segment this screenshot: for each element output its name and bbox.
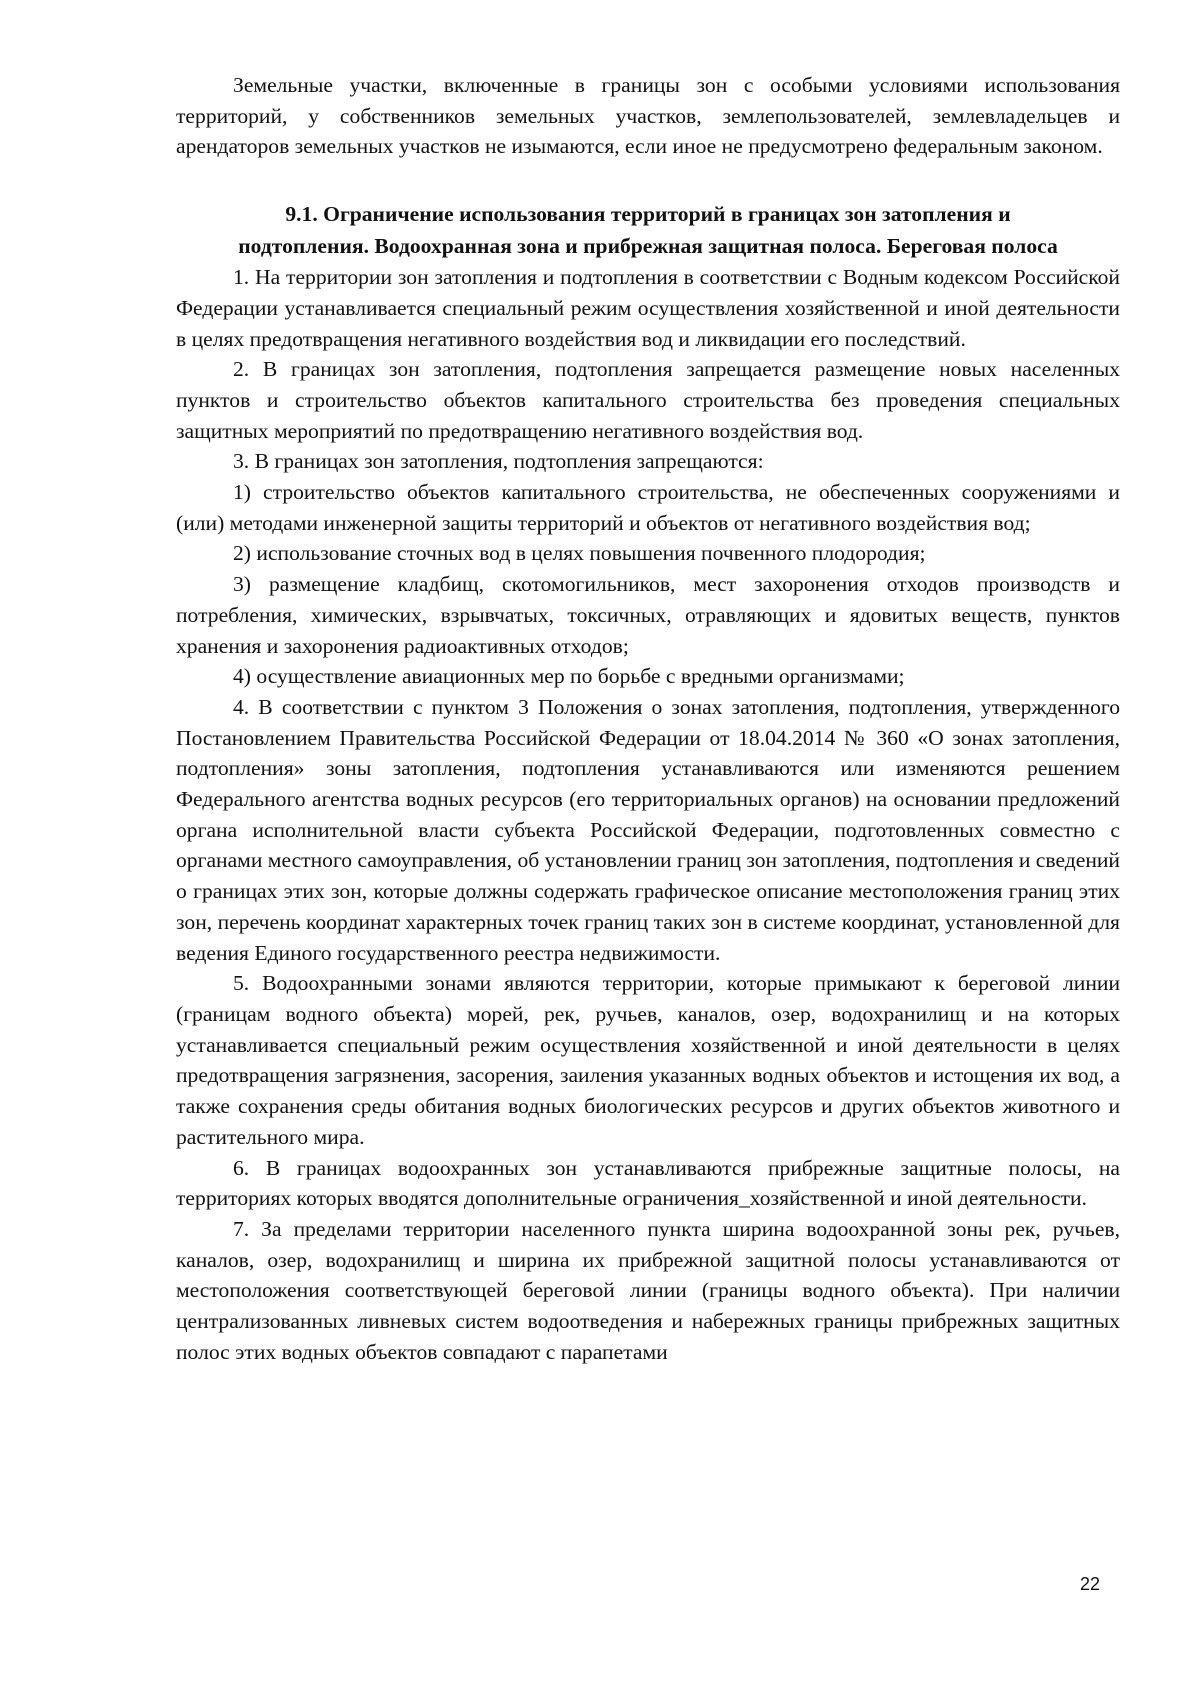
section-heading-line-2: подтопления. Водоохранная зона и прибрежная защитная полоса. Береговая полоса <box>238 233 1058 258</box>
document-page <box>176 70 1120 1367</box>
section-heading <box>176 199 1120 262</box>
list-item-2: 2) использование сточных вод в целях повышения почвенного плодородия; <box>233 541 926 566</box>
list-item-1: 1) строительство объектов капитального строительства, не обеспеченных сооружениями и (или) методами инженерной защиты территорий и объектов от негативного воздействия вод; <box>176 480 1120 535</box>
page-number: 22 <box>1080 1574 1101 1594</box>
paragraph-item-4: 4. В соответствии с пунктом 3 Положения о зонах затопления, подтопления, утвержденного Постановлением Правительства Российской Федерации от 18.04.2014 № 360 «О зонах затопления, подтопления» зоны затопления, подтопления устанавливаются или изменяются решением Федерального агентства водных ресурсов (его территориальных органов) на основании предложений органа исполнительной власти субъекта Российской Федерации, подготовленных совместно с органами местного самоуправления, об установлении границ зон затопления, подтопления и сведений о границах этих зон, которые должны содержать графическое описание местоположения границ этих зон, перечень координат характерных точек границ таких зон в системе координат, установленной для ведения Единого государственного реестра недвижимости. <box>176 694 1120 965</box>
paragraph-item-3: 3. В границах зон затопления, подтопления запрещаются: <box>233 449 764 474</box>
section-heading-line-1: 9.1. Ограничение использования территорий в границах зон затопления и <box>285 202 1011 227</box>
paragraph-item-6: 6. В границах водоохранных зон устанавливаются прибрежные защитные полосы, на территориях которых вводятся дополнительные ограничения_хозяйственной и иной деятельности. <box>176 1155 1120 1211</box>
list-item-3: 3) размещение кладбищ, скотомогильников, мест захоронения отходов производств и потребления, химических, взрывчатых, токсичных, отравляющих и ядовитых веществ, пунктов хранения и захоронения радиоактивных отходов; <box>176 572 1120 658</box>
paragraph-item-5: 5. Водоохранными зонами являются территории, которые примыкают к береговой линии (границам водного объекта) морей, рек, ручьев, каналов, озер, водохранилищ и на которых устанавливается специальный режим осуществления хозяйственной и иной деятельности в целях предотвращения загрязнения, засорения, заиления указанных водных объектов и истощения их вод, а также сохранения среды обитания водных биологических ресурсов и других объектов животного и растительного мира. <box>176 971 1120 1149</box>
list-item-4: 4) осуществление авиационных мер по борьбе с вредными организмами; <box>233 664 905 689</box>
paragraph-item-1: 1. На территории зон затопления и подтопления в соответствии с Водным кодексом Российской Федерации устанавливается специальный режим осуществления хозяйственной и иной деятельности в целях предотвращения негативного воздействия вод и ликвидации его последствий. <box>176 265 1120 351</box>
paragraph-item-2: 2. В границах зон затопления, подтопления запрещается размещение новых населенных пунктов и строительство объектов капитального строительства без проведения специальных защитных мероприятий по предотвращению негативного воздействия вод. <box>176 357 1120 443</box>
intro-paragraph: Земельные участки, включенные в границы зон с особыми условиями использования территорий, у собственников земельных участков, землепользователей, землевладельцев и арендаторов земельных участков не изымаются, если иное не предусмотрено федеральным законом. <box>176 73 1120 159</box>
paragraph-item-7: 7. За пределами территории населенного пункта ширина водоохранной зоны рек, ручьев, каналов, озер, водохранилищ и ширина их прибрежной защитной полосы устанавливаются от местоположения соответствующей береговой линии (границы водного объекта). При наличии централизованных ливневых систем водоотведения и набережных границы прибрежных защитных полос этих водных объектов совпадают с парапетами <box>176 1216 1120 1364</box>
